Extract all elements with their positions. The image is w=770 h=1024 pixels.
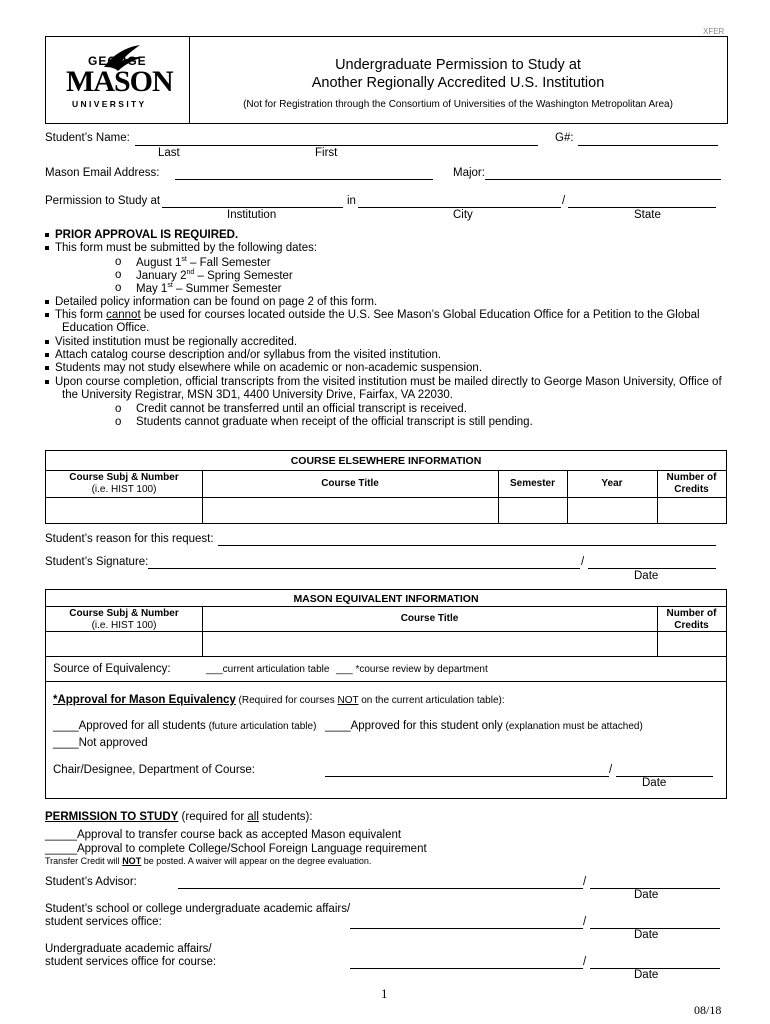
square-bullet-icon bbox=[45, 340, 49, 344]
state-field[interactable] bbox=[568, 207, 716, 208]
school-office-slash: / bbox=[583, 916, 587, 928]
square-bullet-icon bbox=[45, 233, 49, 237]
email-field[interactable] bbox=[175, 179, 433, 180]
first-label: First bbox=[315, 147, 338, 159]
school-office-date-label: Date bbox=[634, 929, 659, 941]
elsewhere-subj-input[interactable] bbox=[46, 498, 202, 522]
instruction-item: This form cannot be used for courses located outside the U.S. See Mason’s Global Education Office for a Petition to the Global bbox=[45, 309, 700, 321]
form-title-line2: Another Regionally Accredited U.S. Institution bbox=[311, 75, 605, 91]
signature-date-label: Date bbox=[634, 570, 659, 582]
col-semester: Semester bbox=[509, 478, 556, 489]
eq-title-input[interactable] bbox=[203, 632, 657, 656]
form-version: 08/18 bbox=[694, 1003, 722, 1017]
header-box bbox=[45, 36, 728, 124]
ugaa-slash: / bbox=[583, 956, 587, 968]
reason-label: Student’s reason for this request: bbox=[45, 533, 214, 545]
deadline-item: o January 2nd – Spring Semester bbox=[115, 269, 293, 282]
circle-bullet-icon: o bbox=[115, 256, 122, 268]
square-bullet-icon bbox=[45, 313, 49, 317]
col-course-subj: Course Subj & Number (i.e. HIST 100) bbox=[69, 472, 179, 495]
eq-col-course-title: Course Title bbox=[400, 613, 459, 624]
signature-slash: / bbox=[581, 556, 585, 568]
square-bullet-icon bbox=[45, 300, 49, 304]
school-office-label-1: Student’s school or college undergraduate academic affairs/ bbox=[45, 903, 351, 915]
transfer-credit-note: Transfer Credit will NOT be posted. A waiver will appear on the degree evaluation. bbox=[45, 856, 372, 866]
form-subtitle: (Not for Registration through the Consortium of Universities of the Washington Metropolitan Area) bbox=[243, 99, 673, 110]
permission-heading: PERMISSION TO STUDY (required for all students): bbox=[45, 811, 313, 823]
ugaa-label-1: Undergraduate academic affairs/ bbox=[45, 943, 212, 955]
city-state-slash: / bbox=[562, 195, 566, 207]
circle-bullet-icon: o bbox=[115, 269, 122, 281]
institution-label: Institution bbox=[227, 209, 277, 221]
deadline-item: o May 1st – Summer Semester bbox=[115, 282, 282, 295]
elsewhere-title-input[interactable] bbox=[203, 498, 498, 522]
mason-equivalent-title: MASON EQUIVALENT INFORMATION bbox=[293, 593, 479, 605]
elsewhere-credits-input[interactable] bbox=[658, 498, 726, 522]
instruction-item: Upon course completion, official transcripts from the visited institution must be mailed directly to George Mason University, Office of bbox=[45, 376, 722, 388]
approved-this-option[interactable]: ____Approved for this student only (explanation must be attached) bbox=[325, 720, 643, 732]
elsewhere-semester-input[interactable] bbox=[499, 498, 567, 522]
eq-credits-input[interactable] bbox=[658, 632, 726, 656]
instruction-item: Visited institution must be regionally accredited. bbox=[45, 336, 297, 348]
circle-bullet-icon: o bbox=[115, 282, 122, 294]
circle-bullet-icon: o bbox=[115, 416, 122, 428]
advisor-date-label: Date bbox=[634, 889, 659, 901]
logo-mason: MASON bbox=[66, 65, 173, 98]
eq-col-credits: Number of Credits bbox=[666, 608, 717, 631]
school-office-label-2: student services office: bbox=[45, 916, 162, 928]
institution-field[interactable] bbox=[162, 207, 343, 208]
advisor-signature-field[interactable] bbox=[178, 888, 583, 889]
chair-date-label: Date bbox=[642, 777, 667, 789]
state-label: State bbox=[634, 209, 661, 221]
course-elsewhere-table bbox=[45, 450, 727, 524]
logo-university: U N I V E R S I T Y bbox=[72, 99, 145, 109]
form-code: XFER bbox=[703, 27, 725, 36]
eq-col-course-subj: Course Subj & Number (i.e. HIST 100) bbox=[69, 608, 179, 631]
approved-all-option[interactable]: ____Approved for all students (future articulation table) bbox=[53, 720, 317, 732]
col-course-title: Course Title bbox=[321, 478, 379, 489]
circle-bullet-icon: o bbox=[115, 403, 122, 415]
student-name-field[interactable] bbox=[135, 145, 538, 146]
square-bullet-icon bbox=[45, 353, 49, 357]
student-name-label: Student’s Name: bbox=[45, 132, 130, 144]
advisor-label: Student’s Advisor: bbox=[45, 876, 137, 888]
permission-at-label: Permission to Study at bbox=[45, 195, 161, 207]
signature-date-field[interactable] bbox=[588, 568, 716, 569]
source-label: Source of Equivalency: bbox=[53, 663, 171, 675]
page-number: 1 bbox=[381, 986, 388, 1001]
major-label: Major: bbox=[453, 167, 485, 179]
logo-george: GEORGE bbox=[88, 54, 147, 68]
approval-transfer-option[interactable]: _____Approval to transfer course back as accepted Mason equivalent bbox=[45, 829, 402, 841]
form-title-line1: Undergraduate Permission to Study at bbox=[335, 57, 581, 73]
approval-language-option[interactable]: _____Approval to complete College/School Foreign Language requirement bbox=[45, 843, 427, 855]
instruction-item: Detailed policy information can be found on page 2 of this form. bbox=[45, 296, 377, 308]
instruction-item: Attach catalog course description and/or syllabus from the visited institution. bbox=[45, 349, 441, 361]
ugaa-signature-field[interactable] bbox=[350, 968, 583, 969]
city-label: City bbox=[453, 209, 473, 221]
transcript-item: o Credit cannot be transferred until an official transcript is received. bbox=[115, 403, 467, 415]
major-field[interactable] bbox=[485, 179, 721, 180]
instruction-continuation: the University Registrar, MSN 3D1, 4400 University Drive, Fairfax, VA 22030. bbox=[62, 389, 453, 401]
mason-equivalent-box bbox=[45, 589, 727, 799]
reason-field[interactable] bbox=[218, 545, 716, 546]
approval-heading: *Approval for Mason Equivalency (Required for courses NOT on the current articulation table): bbox=[53, 694, 505, 706]
instruction-item: PRIOR APPROVAL IS REQUIRED. bbox=[45, 229, 238, 241]
deadline-item: o August 1st – Fall Semester bbox=[115, 256, 271, 269]
city-field[interactable] bbox=[358, 207, 561, 208]
signature-label: Student’s Signature: bbox=[45, 556, 149, 568]
ugaa-label-2: student services office for course: bbox=[45, 956, 217, 968]
transcript-item: o Students cannot graduate when receipt of the official transcript is still pending. bbox=[115, 416, 533, 428]
col-credits: Number of Credits bbox=[666, 472, 717, 495]
in-label: in bbox=[347, 195, 356, 207]
instruction-continuation: Education Office. bbox=[62, 322, 150, 334]
chair-signature-field[interactable] bbox=[325, 776, 609, 777]
last-label: Last bbox=[158, 147, 180, 159]
chair-label: Chair/Designee, Department of Course: bbox=[53, 764, 255, 776]
course-elsewhere-title: COURSE ELSEWHERE INFORMATION bbox=[290, 455, 482, 467]
source-option-review[interactable]: ___ *course review by department bbox=[336, 664, 488, 675]
not-approved-option[interactable]: ____Not approved bbox=[53, 737, 148, 749]
mason-logo bbox=[46, 37, 189, 123]
ugaa-date-label: Date bbox=[634, 969, 659, 981]
square-bullet-icon bbox=[45, 380, 49, 384]
gnumber-field[interactable] bbox=[578, 145, 718, 146]
email-label: Mason Email Address: bbox=[45, 167, 160, 179]
instruction-item: This form must be submitted by the following dates: bbox=[45, 242, 317, 254]
gnumber-label: G#: bbox=[555, 132, 574, 144]
source-option-articulation[interactable]: ___current articulation table bbox=[206, 664, 330, 675]
elsewhere-year-input[interactable] bbox=[568, 498, 657, 522]
instruction-item: Students may not study elsewhere while on academic or non-academic suspension. bbox=[45, 362, 482, 374]
chair-slash: / bbox=[609, 764, 613, 776]
eq-subj-input[interactable] bbox=[46, 632, 202, 656]
school-office-signature-field[interactable] bbox=[350, 928, 583, 929]
signature-field[interactable] bbox=[148, 568, 580, 569]
col-year: Year bbox=[601, 478, 623, 489]
square-bullet-icon bbox=[45, 246, 49, 250]
square-bullet-icon bbox=[45, 366, 49, 370]
advisor-slash: / bbox=[583, 876, 587, 888]
